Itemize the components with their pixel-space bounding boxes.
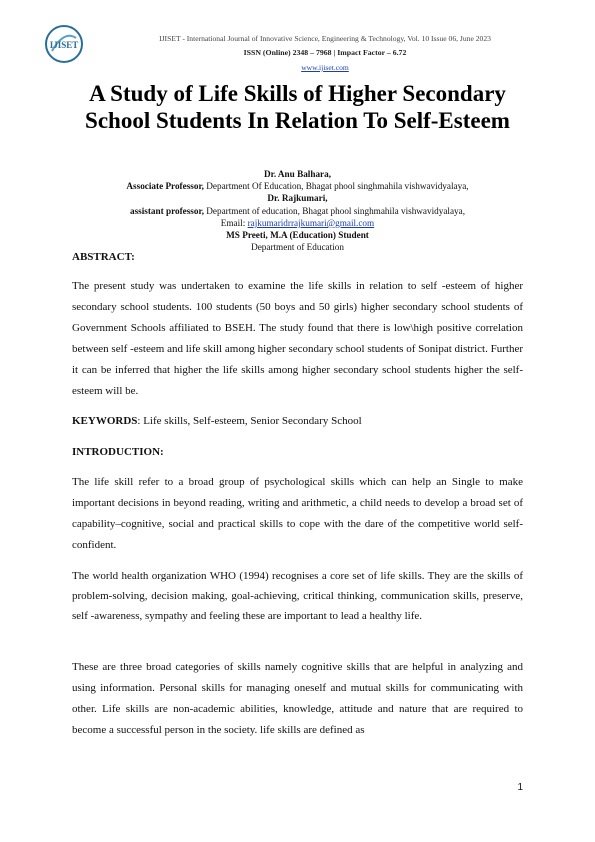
intro-paragraph-2: The world health organization WHO (1994) recognises a core set of life skills. They are the skills of problem-solving, decision making, goal-achieving, critical thinking, communication skills, preserve, self -awareness, sympathy and feeling these are important to lead a healthy life. [72,570,523,622]
author1-affiliation: Department Of Education, Bhagat phool singhmahila vishwavidyalaya, [203,181,469,192]
keywords-label: KEYWORDS [72,415,138,427]
author2-affiliation: Department of education, Bhagat phool singhmahila vishwavidyalaya, [204,205,466,216]
author-block [60,168,535,253]
paper-title: A Study of Life Skills of Higher Secondary School Students In Relation To Self-Esteem [85,81,510,133]
author2-affiliation-line [60,205,535,217]
logo-text: IJISET [49,40,79,50]
email-line [60,217,535,229]
email-label: Email: [220,217,248,228]
journal-website-link[interactable]: www.ijiset.com [301,63,349,72]
author2-role: assistant professor, [129,205,204,216]
page-number: 1 [517,782,523,793]
journal-header: IJISET - International Journal of Innovative Science, Engineering & Technology, Vol. 10 Issue 06, June 2023 [159,34,491,43]
email-link[interactable]: rajkumaridrrajkumari@gmail.com [247,217,375,228]
author3-affiliation: Department of Education [251,242,344,253]
journal-logo [44,24,84,64]
introduction-heading: INTRODUCTION: [72,446,164,458]
keywords-line [72,415,523,427]
author1-name: Dr. Anu Balhara, [263,169,332,179]
abstract-heading: ABSTRACT: [72,251,135,263]
intro-paragraph-1: The life skill refer to a broad group of psychological skills which can help an Single to make important decisions in beyond reading, writing and arithmetic, a child needs to develop a broad set of capability–cognitive, social and practical skills to cope with the dare of the competitive world self-confident. [72,476,523,551]
keywords-text: : Life skills, Self-esteem, Senior Secondary School [137,415,362,427]
abstract-text: The present study was undertaken to examine the life skills in relation to self -esteem of higher secondary school students. 100 students (50 boys and 50 girls) higher secondary school students of Government Schools affiliated to BSEH. The study found that there is low\high positive correlation between self -esteem and life skill among higher secondary school students of Sonipat district. Further it can be inferred that higher the life skills among higher secondary school students higher the self- esteem will be. [72,280,523,397]
intro-paragraph-3: These are three broad categories of skills namely cognitive skills that are helpful in analyzing and using information. Personal skills for managing oneself and mutual skills for communicating with other. Life skills are non-academic abilities, knowledge, attitude and nature that are required to become a successful person in the society. life skills are defined as [72,661,523,736]
author3-line: MS Preeti, M.A (Education) Student [226,230,369,241]
author1-affiliation-line [60,180,535,192]
issn-line: ISSN (Online) 2348 – 7968 | Impact Factor – 6.72 [243,48,407,57]
author1-role: Associate Professor, [126,181,204,192]
author2-name: Dr. Rajkumari, [267,193,328,204]
